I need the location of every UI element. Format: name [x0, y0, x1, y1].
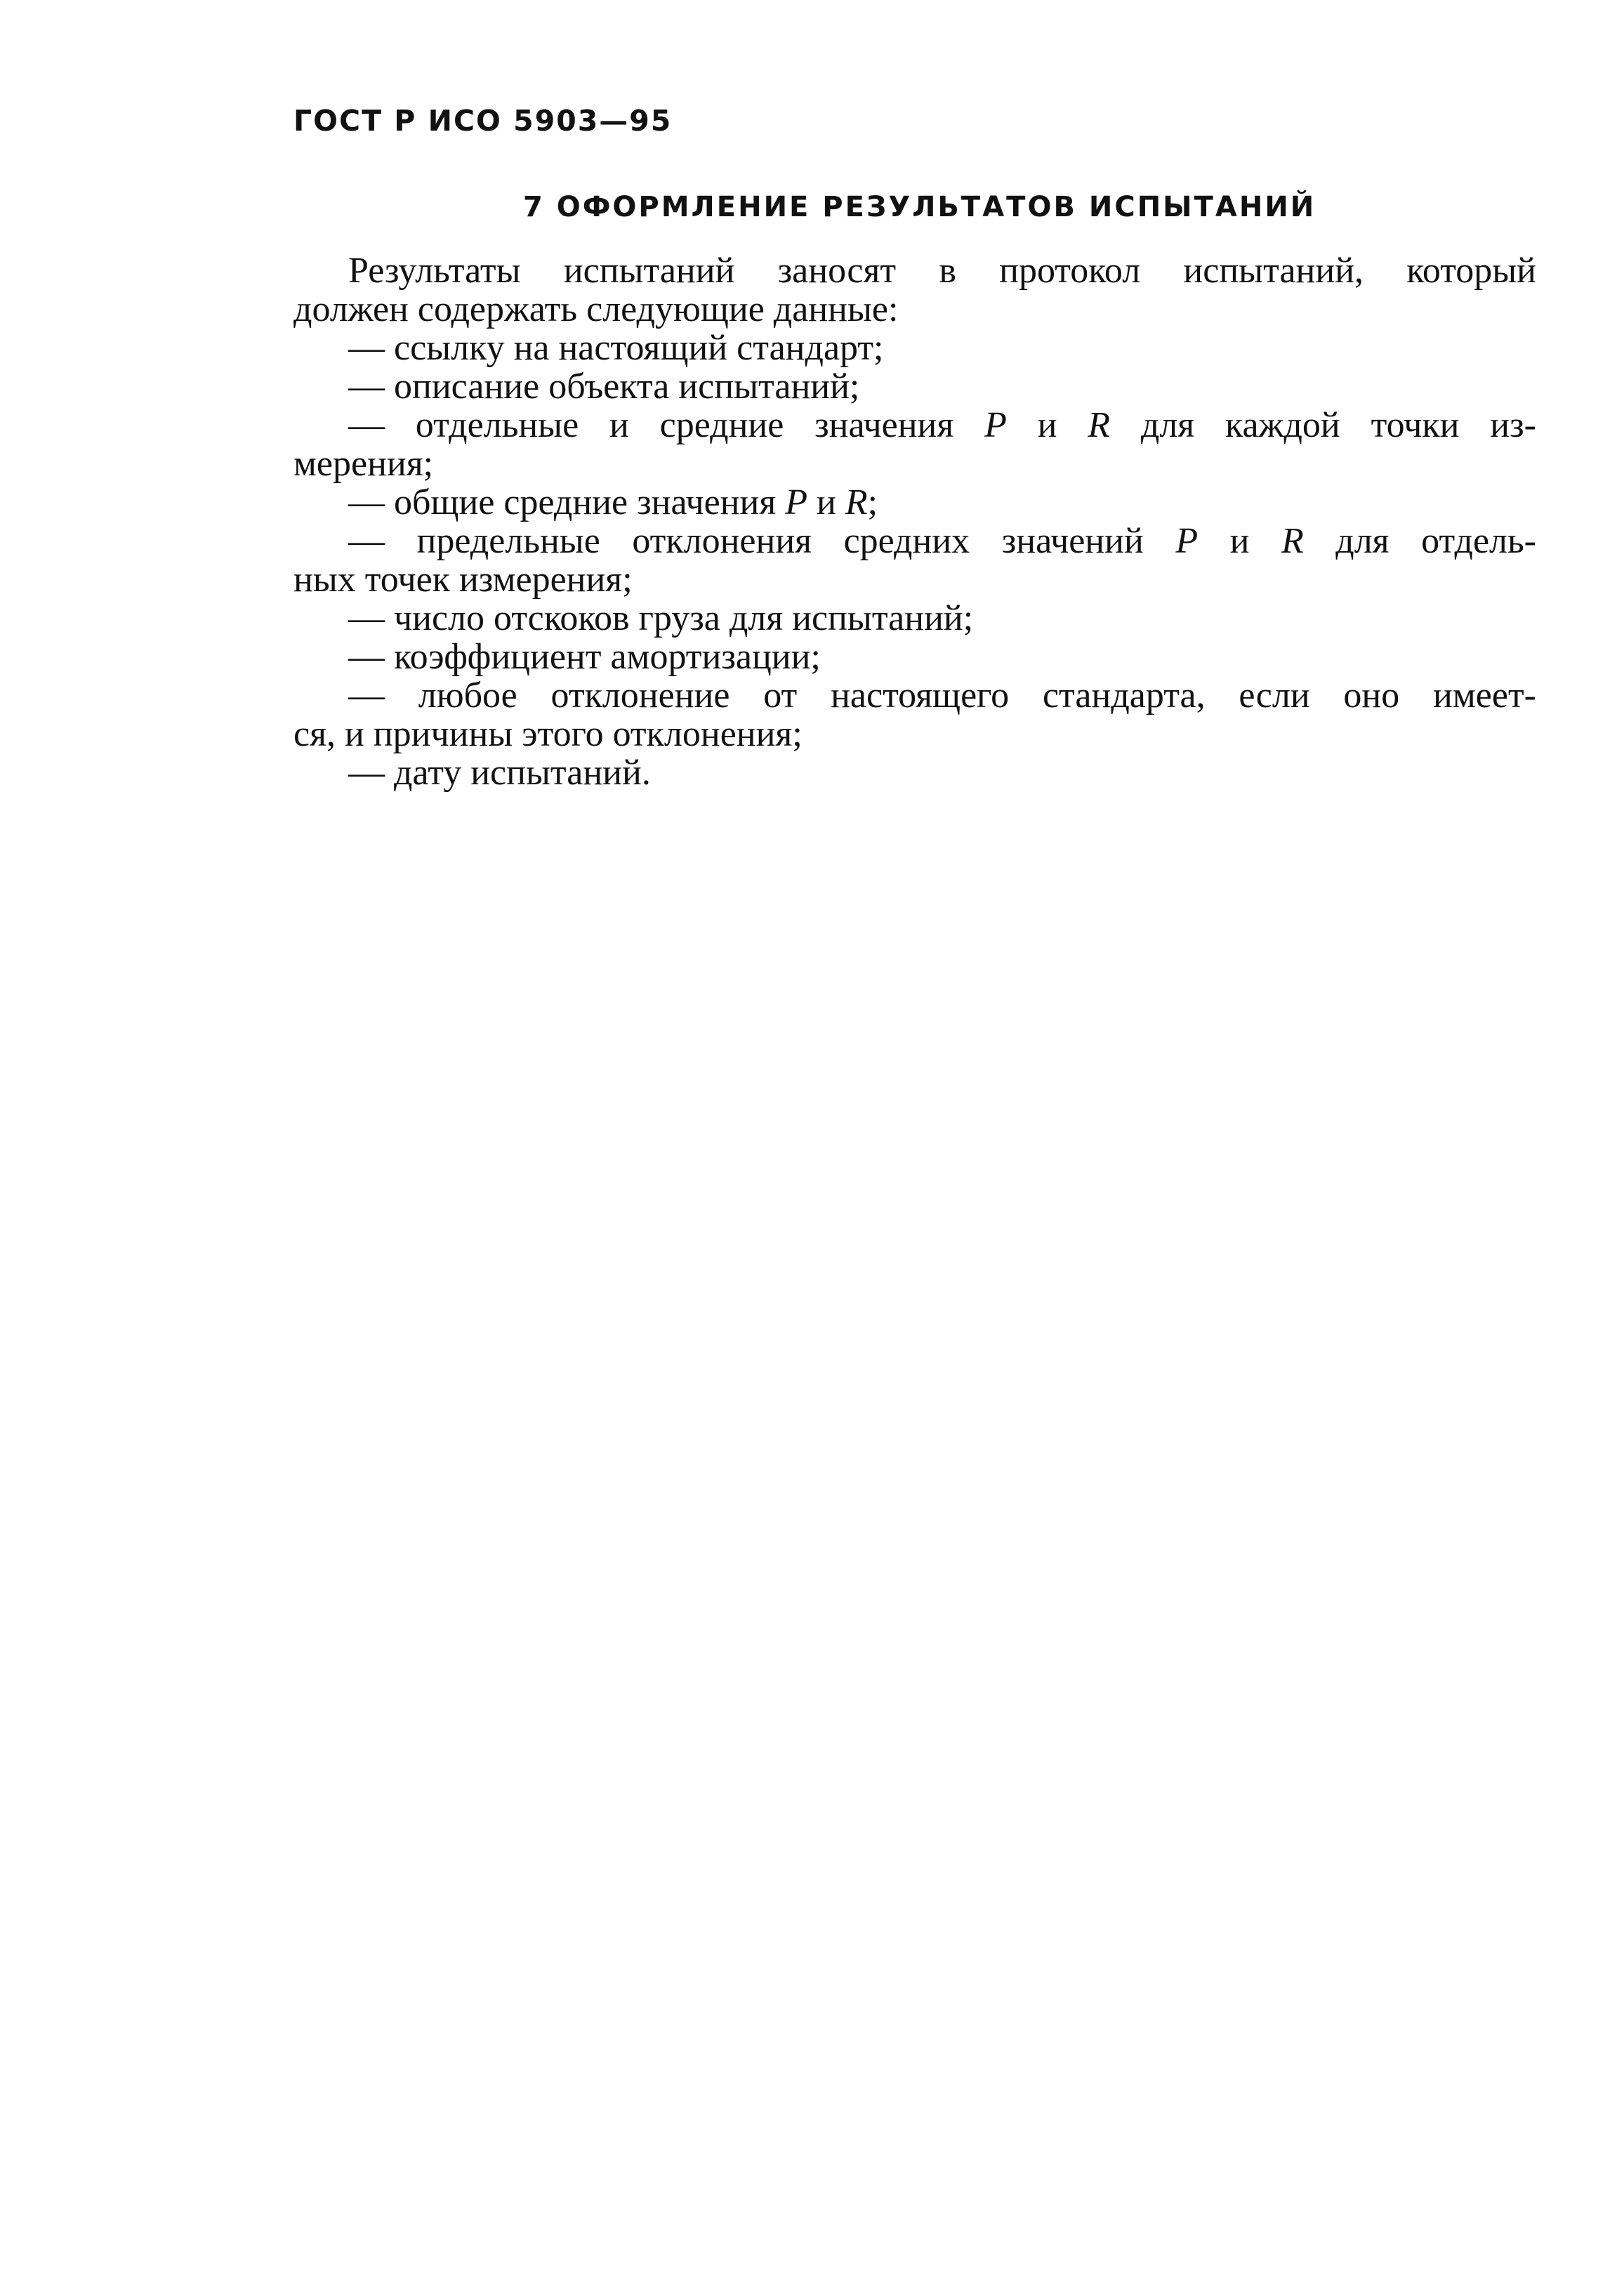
list-item-limit-deviations-line-1 [293, 522, 1536, 560]
list-item-rebound-count: — число отскоков груза для испытаний; [348, 598, 974, 638]
variable-r: R [1281, 521, 1304, 561]
intro-line-2: должен содержать следующие данные: [293, 289, 899, 329]
text-fragment: — предельные отклонения средних значений [348, 521, 1176, 561]
text-fragment: для каждой точки из- [1110, 405, 1536, 445]
intro-line-1: Результаты испытаний заносят в протокол испытаний, который [348, 251, 1536, 291]
list-item-reference: — ссылку на настоящий стандарт; [348, 328, 884, 368]
list-item-object-description: — описание объекта испытаний; [348, 367, 860, 407]
section-body [293, 251, 1536, 792]
list-item-deviation-line-1: — любое отклонение от настоящего стандарта, если оно имеет- [348, 675, 1536, 716]
variable-r: R [1088, 405, 1111, 445]
variable-p: P [984, 405, 1007, 445]
text-fragment: ; [867, 482, 878, 522]
text-fragment: и [1006, 405, 1088, 445]
section-title: 7 ОФОРМЛЕНИЕ РЕЗУЛЬТАТОВ ИСПЫТАНИЙ [523, 191, 1316, 223]
variable-p: P [785, 482, 808, 522]
text-fragment: — отдельные и средние значения [348, 405, 985, 445]
text-fragment: — общие средние значения [348, 482, 786, 522]
list-item-test-date: — дату испытаний. [348, 753, 651, 793]
variable-r: R [845, 482, 868, 522]
list-item-damping-coefficient: — коэффициент амортизации; [348, 637, 821, 677]
list-item-deviation-line-2: ся, и причины этого отклонения; [293, 714, 803, 754]
text-fragment: и [1198, 521, 1281, 561]
text-fragment: для отдель- [1303, 521, 1537, 561]
standard-code-header: ГОСТ Р ИСО 5903—95 [293, 104, 673, 138]
variable-p: P [1175, 521, 1199, 561]
text-fragment: и [807, 482, 845, 522]
list-item-individual-values-line-1 [293, 406, 1536, 444]
list-item-overall-means [293, 483, 1536, 522]
list-item-limit-deviations-line-2: ных точек измерения; [293, 560, 633, 600]
list-item-individual-values-line-2: мерения; [293, 444, 434, 484]
